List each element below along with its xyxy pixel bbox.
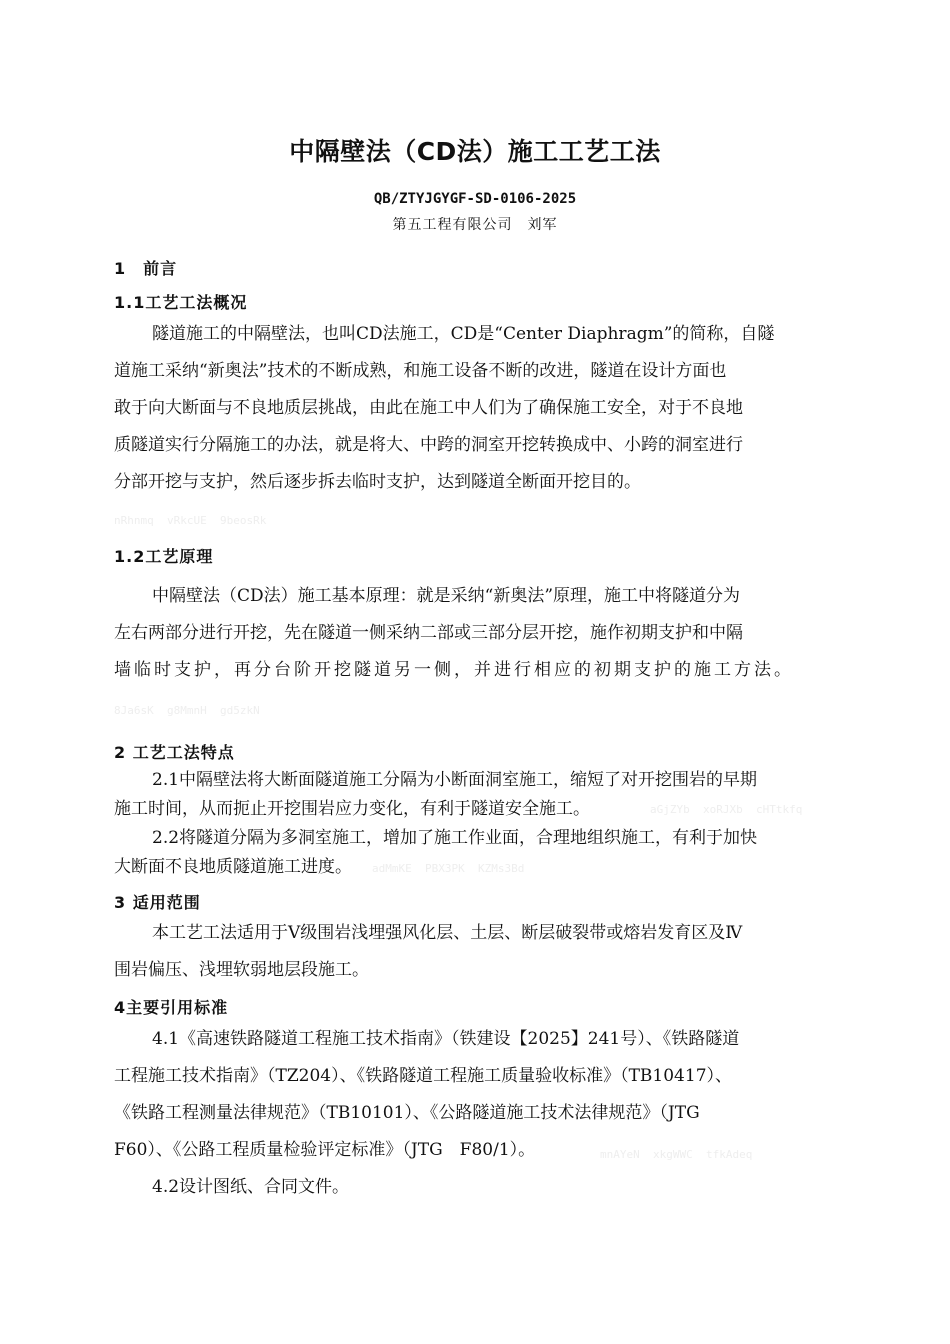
- document-title: 中隔壁法（CD法）施工工艺工法: [289, 137, 661, 166]
- paragraph-1-2: [114, 578, 839, 689]
- watermark-text: aGjZYb xoRJXb cHTtkfq: [650, 803, 803, 816]
- paragraph-line: 围岩偏压、浅埋软弱地层段施工。: [114, 960, 369, 980]
- watermark-text: adMmKE PBX3PK KZMs3Bd: [372, 862, 525, 875]
- watermark-text: nRhnmq vRkcUE 9beosRk: [114, 514, 267, 527]
- paragraph-line: 《铁路工程测量法律规范》（TB10101）、《公路隧道施工技术法律规范》（JTG: [114, 1103, 700, 1123]
- paragraph-line: 质隧道实行分隔施工的办法，就是将大、中跨的洞室开挖转换成中、小跨的洞室进行: [114, 435, 743, 455]
- section-heading-1-1: 1.1工艺工法概况: [114, 293, 248, 312]
- paragraph-line: 左右两部分进行开挖，先在隧道一侧采纳二部或三部分层开挖，施作初期支护和中隔: [114, 623, 743, 643]
- paragraph-line: 4.2设计图纸、合同文件。: [152, 1177, 350, 1197]
- paragraph-line: 4.1《高速铁路隧道工程施工技术指南》（铁建设【2025】241号）、《铁路隧道: [152, 1029, 740, 1049]
- paragraph-line: 工程施工技术指南》（TZ204）、《铁路隧道工程施工质量验收标准》（TB10417）、: [114, 1066, 733, 1086]
- document-author: 第五工程有限公司 刘军: [392, 217, 558, 233]
- paragraph-4: [114, 1021, 839, 1206]
- paragraph-line: 2.2将隧道分隔为多洞室施工，增加了施工作业面，合理地组织施工，有利于加快: [152, 828, 758, 848]
- paragraph-line: 本工艺工法适用于Ⅴ级围岩浅埋强风化层、土层、断层破裂带或熔岩发育区及Ⅳ: [152, 923, 743, 943]
- section-heading-4: 4主要引用标准: [114, 998, 229, 1017]
- paragraph-line: 敢于向大断面与不良地质层挑战，由此在施工中人们为了确保施工安全，对于不良地: [114, 398, 743, 418]
- section-heading-2: 2 工艺工法特点: [114, 743, 235, 762]
- watermark-text: 8Ja6sK g8MmnH gd5zkN: [114, 704, 260, 717]
- paragraph-line: 施工时间，从而扼止开挖围岩应力变化，有利于隧道安全施工。: [114, 799, 590, 819]
- watermark-text: mnAYeN xkgWWC tfkAdeq: [600, 1148, 753, 1161]
- paragraph-line: 隧道施工的中隔壁法，也叫CD法施工，CD是“Center Diaphragm”的简称，自隧: [152, 324, 775, 344]
- paragraph-1-1: [114, 316, 839, 501]
- paragraph-line: F60）、《公路工程质量检验评定标准》（JTG F80/1）。: [114, 1140, 536, 1160]
- document-code: QB/ZTYJGYGF-SD-0106-2025: [373, 191, 577, 207]
- paragraph-line: 分部开挖与支护，然后逐步拆去临时支护，达到隧道全断面开挖目的。: [114, 472, 641, 492]
- paragraph-line: 2.1中隔壁法将大断面隧道施工分隔为小断面洞室施工，缩短了对开挖围岩的早期: [152, 770, 758, 790]
- section-heading-1: 1 前言: [114, 259, 178, 278]
- paragraph-line: 中隔壁法（CD法）施工基本原理：就是采纳“新奥法”原理，施工中将隧道分为: [152, 586, 741, 606]
- section-heading-3: 3 适用范围: [114, 893, 201, 912]
- paragraph-line: 大断面不良地质隧道施工进度。: [114, 857, 352, 877]
- paragraph-3: [114, 915, 839, 989]
- paragraph-line: 道施工采纳“新奥法”技术的不断成熟，和施工设备不断的改进，隧道在设计方面也: [114, 361, 727, 381]
- paragraph-line: 墙临时支护，再分台阶开挖隧道另一侧，并进行相应的初期支护的施工方法。: [114, 660, 794, 680]
- section-heading-1-2: 1.2工艺原理: [114, 547, 214, 566]
